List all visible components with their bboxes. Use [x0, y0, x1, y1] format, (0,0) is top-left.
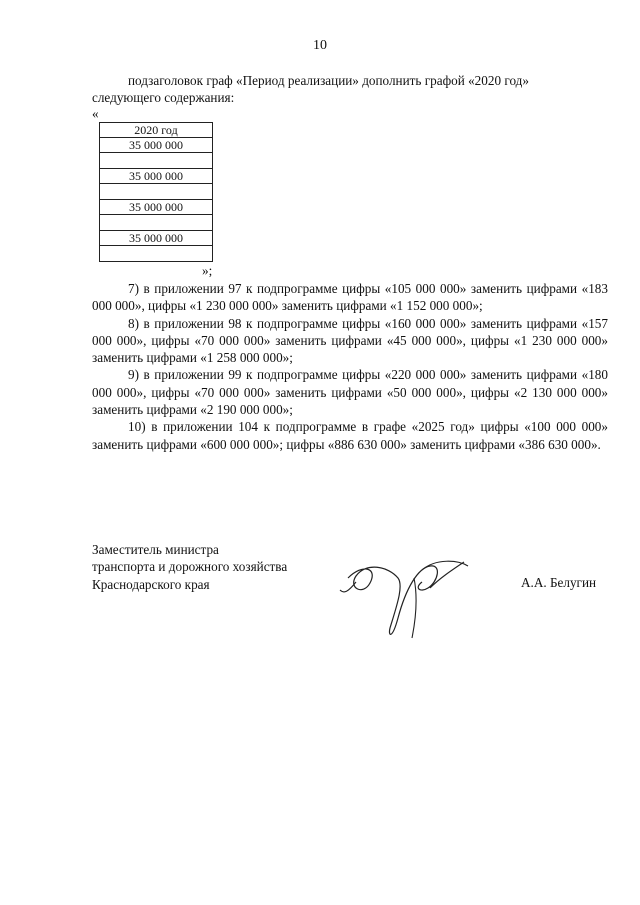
amendments-list: [92, 280, 608, 453]
amendment-item-8: 8) в приложении 98 к подпрограмме цифры «160 000 000» заменить цифрами «157 000 000», цифры «70 000 000» заменить цифрами «45 000 000», цифры «1 230 000 000» заменить цифрами «1 258 000 000»;: [92, 315, 608, 366]
table-cell: 35 000 000: [100, 231, 213, 246]
signatory-name: А.А. Белугин: [521, 575, 597, 590]
intro-line-1: подзаголовок граф «Период реализации» дополнить графой «2020 год»: [128, 73, 529, 88]
intro-paragraph: [92, 72, 608, 107]
table-cell-empty: [100, 184, 213, 200]
quote-open-mark: «: [92, 106, 99, 121]
amendment-item-7: 7) в приложении 97 к подпрограмме цифры «105 000 000» заменить цифрами «183 000 000», цифры «1 230 000 000» заменить цифрами «1 152 000 000»;: [92, 281, 608, 314]
table-cell: 35 000 000: [100, 200, 213, 215]
table-cell: 35 000 000: [100, 138, 213, 153]
year-2020-table: [99, 122, 213, 262]
amendment-item-10: 10) в приложении 104 к подпрограмме в графе «2025 год» цифры «100 000 000» заменить цифрами «600 000 000»; цифры «886 630 000» заменить цифрами «386 630 000».: [92, 419, 608, 452]
table-cell: 35 000 000: [100, 169, 213, 184]
signatory-title-line-1: Заместитель министра: [92, 542, 219, 557]
table-cell-empty: [100, 215, 213, 231]
page-number: 10: [313, 38, 327, 53]
signatory-title: [92, 541, 287, 593]
signatory-title-line-3: Краснодарского края: [92, 576, 210, 592]
table-header-cell: 2020 год: [100, 123, 213, 138]
table-cell-empty: [100, 153, 213, 169]
amendment-item-9: 9) в приложении 99 к подпрограмме цифры «220 000 000» заменить цифрами «180 000 000», цифры «70 000 000» заменить цифрами «50 000 000», цифры «2 130 000 000» заменить цифрами «2 190 000 000»;: [92, 367, 608, 418]
table-cell-empty: [100, 246, 213, 262]
signatory-title-line-2: транспорта и дорожного хозяйства: [92, 559, 288, 575]
handwritten-signature: [318, 548, 488, 648]
intro-line-2: следующего содержания:: [92, 90, 235, 106]
quote-close-mark: »;: [202, 263, 213, 278]
